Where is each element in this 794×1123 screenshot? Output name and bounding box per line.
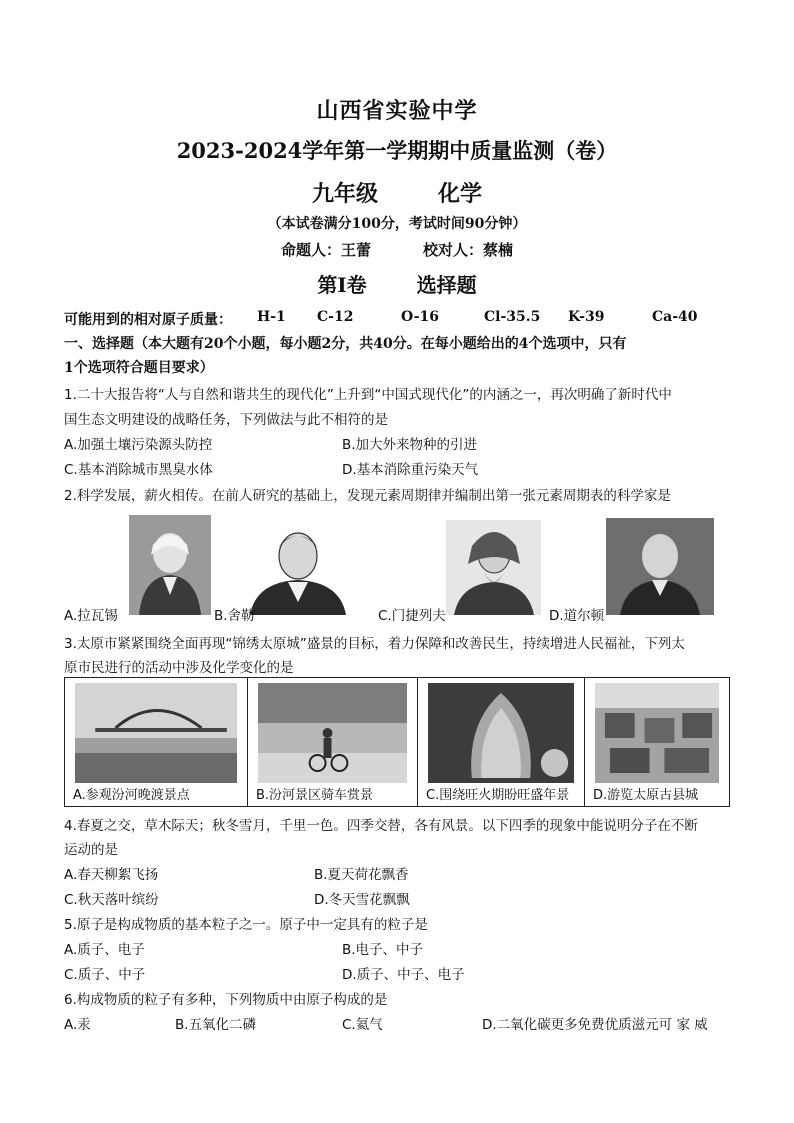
question-6-option-c: C.氦气: [342, 1017, 383, 1033]
question-3-option-b-cell: [248, 678, 418, 806]
question-1-option-c: C.基本消除城市黑臭水体: [64, 462, 213, 478]
scientist-portrait-image: [606, 518, 714, 615]
question-3-option-a: A.参观汾河晚渡景点: [73, 788, 190, 803]
question-2-option-c: C.门捷列夫: [378, 608, 446, 624]
section-name: 选择题: [416, 273, 477, 297]
question-4-stem: 运动的是: [64, 842, 118, 858]
atomic-mass-item: Cl-35.5: [484, 309, 541, 325]
section-part: 第I卷: [317, 273, 367, 297]
ancient-city-photo: [595, 683, 719, 783]
instruction-line-2: 1个选项符合题目要求）: [64, 360, 214, 376]
question-3-option-d-cell: [585, 678, 729, 806]
question-3-option-a-cell: [65, 678, 248, 806]
atomic-mass-item: Ca-40: [652, 309, 698, 325]
question-4-option-a: A.春天柳絮飞扬: [64, 867, 159, 883]
question-6-option-d: D.二氧化碳更多免费优质滋元可 家 威: [482, 1017, 708, 1033]
question-1-stem: 国生态文明建设的战略任务，下列做法与此不相符的是: [64, 412, 388, 428]
bonfire-photo: [428, 683, 574, 783]
question-5-stem: 5.原子是构成物质的基本粒子之一。原子中一定具有的粒子是: [64, 917, 428, 933]
question-3-option-c: C.围绕旺火期盼旺盛年景: [426, 788, 570, 803]
scientist-portrait-image: [129, 515, 211, 615]
question-5-option-a: A.质子、电子: [64, 942, 145, 958]
question-5-option-d: D.质子、中子、电子: [342, 967, 465, 983]
scientist-portrait-image: [446, 520, 541, 615]
question-3-image-table: [64, 677, 730, 807]
question-1-option-a: A.加强土壤污染源头防控: [64, 437, 213, 453]
atomic-mass-item: H-1: [257, 309, 286, 325]
author: 命题人：王蕾: [280, 241, 371, 259]
scientist-portrait-image: [230, 520, 365, 615]
grade: 九年级: [311, 181, 378, 207]
staff-line: [0, 239, 794, 260]
instruction-line-1: 一、选择题（本大题有20个小题，每小题2分，共40分。在每小题给出的4个选项中，只有: [64, 336, 627, 352]
bridge-river-photo: [75, 683, 237, 783]
question-5-option-b: B.电子、中子: [342, 942, 424, 958]
question-4-option-c: C.秋天落叶缤纷: [64, 892, 159, 908]
question-2-stem: 2.科学发展，薪火相传。在前人研究的基础上，发现元素周期律并编制出第一张元素周期表的科学家是: [64, 488, 671, 504]
question-3-option-c-cell: [418, 678, 585, 806]
question-6-option-b: B.五氧化二磷: [175, 1017, 257, 1033]
atomic-mass-item: K-39: [568, 309, 605, 325]
question-2-option-a: A.拉瓦锡: [64, 608, 118, 624]
question-4-stem: 4.春夏之交，草木际天；秋冬雪月，千里一色。四季交替，各有风景。以下四季的现象中能说明分子在不断: [64, 818, 698, 834]
question-1-option-d: D.基本消除重污染天气: [342, 462, 479, 478]
question-3-stem: 3.太原市紧紧围绕全面再现“锦绣太原城”盛景的目标，着力保障和改善民生，持续增进人民福祉，下列太: [64, 636, 685, 652]
exam-title: 2023-2024学年第一学期期中质量监测（卷）: [176, 138, 618, 163]
exam-note: （本试卷满分100分，考试时间90分钟）: [267, 216, 527, 232]
question-5-option-c: C.质子、中子: [64, 967, 146, 983]
atomic-mass-label: 可能用到的相对原子质量：: [64, 312, 232, 328]
question-2-option-d: D.道尔顿: [549, 608, 605, 624]
question-1-option-b: B.加大外来物种的引进: [342, 437, 478, 453]
subject: 化学: [438, 181, 483, 207]
question-6-option-a: A.汞: [64, 1017, 91, 1033]
atomic-mass-item: C-12: [317, 309, 354, 325]
question-4-option-d: D.冬天雪花飘飘: [314, 892, 410, 908]
question-3-stem: 原市民进行的活动中涉及化学变化的是: [64, 660, 294, 676]
question-6-stem: 6.构成物质的粒子有多种，下列物质中由原子构成的是: [64, 992, 388, 1008]
atomic-mass-item: O-16: [401, 309, 440, 325]
question-2-option-b: B.舍勒: [214, 608, 255, 624]
section-title: [0, 269, 794, 298]
checker: 校对人：蔡楠: [423, 241, 514, 259]
atomic-mass-line: [64, 309, 734, 329]
cycling-park-photo: [258, 683, 407, 783]
question-1-stem: 1.二十大报告将“人与自然和谐共生的现代化”上升到“中国式现代化”的内涵之一，再次明确了新时代中: [64, 387, 672, 403]
school-name: 山西省实验中学: [316, 98, 478, 124]
question-3-option-d: D.游览太原古县城: [593, 788, 699, 803]
question-4-option-b: B.夏天荷花飘香: [314, 867, 409, 883]
question-3-option-b: B.汾河景区骑车赏景: [256, 788, 374, 803]
grade-subject: [0, 177, 794, 208]
